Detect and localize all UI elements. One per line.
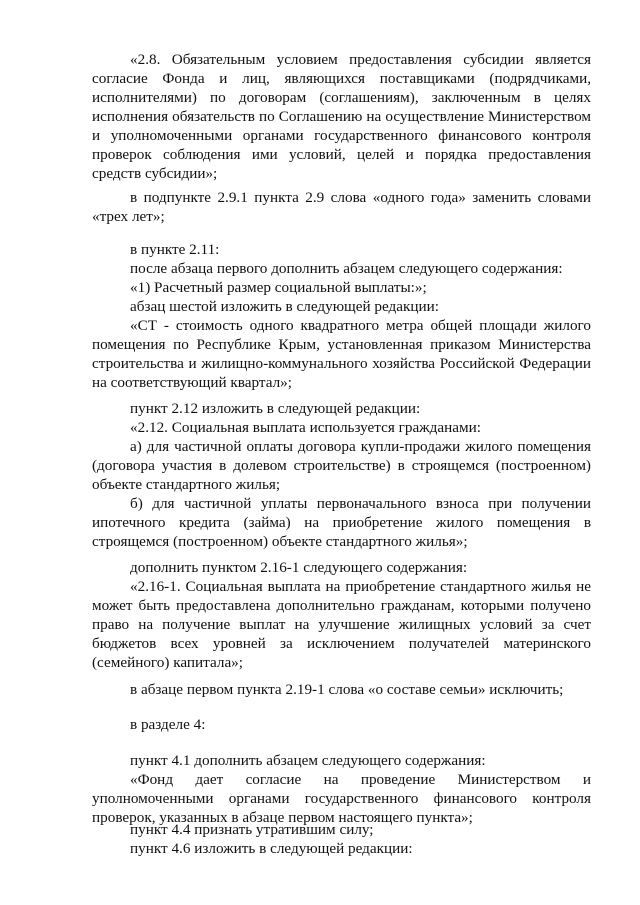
paragraph-2-16-1-heading: дополнить пунктом 2.16-1 следующего содержания: [130,559,468,576]
paragraph-2-12-heading: пункт 2.12 изложить в следующей редакции: [130,400,421,417]
paragraph-2-11-line3: абзац шестой изложить в следующей редакции: [130,298,439,315]
paragraph-2-12-intro: «2.12. Социальная выплата используется гражданами: [130,419,481,436]
paragraph-2-12-a: а) для частичной оплаты договора купли-продажи жилого помещения (договора участия в долевом строительстве) в строящемся (построенном) объекте стандартного жилья; [92,438,591,493]
paragraph-4-1-heading: пункт 4.1 дополнить абзацем следующего содержания: [130,752,486,769]
paragraph-2-11-line2: «1) Расчетный размер социальной выплаты:»; [130,279,427,296]
paragraph-2-12-b: б) для частичной уплаты первоначального взноса при получении ипотечного кредита (займа) на приобретение жилого помещения в строящемся (построенном) объекте стандартного жилья»; [92,495,591,550]
paragraph-2-16-1: «2.16-1. Социальная выплата на приобретение стандартного жилья не может быть предоставлена дополнительно гражданам, которыми получено право на получение выплат на улучшение жилищных условий за счет бюджетов всех уровней за исключением получателей материнского (семейного) капитала»; [92,578,591,671]
paragraph-2-19-1: в абзаце первом пункта 2.19-1 слова «о составе семьи» исключить; [130,681,564,698]
paragraph-4-4: пункт 4.4 признать утратившим силу; [130,821,374,838]
paragraph-2-11-line1: после абзаца первого дополнить абзацем следующего содержания: [130,260,563,277]
paragraph-section-4: в разделе 4: [130,716,206,733]
paragraph-2-8: «2.8. Обязательным условием предоставления субсидии является согласие Фонда и лиц, являющихся поставщиками (подрядчиками, исполнителями) по договорам (соглашениям), заключенным в целях исполнения обязательств по Соглашению на осуществление Министерством и уполномоченными органами государственного финансового контроля проверок соблюдения ими условий, целей и порядка предоставления средств субсидии»; [92,51,591,182]
paragraph-4-6: пункт 4.6 изложить в следующей редакции: [130,840,413,857]
paragraph-st-definition: «СТ - стоимость одного квадратного метра общей площади жилого помещения по Республике Крым, установленная приказом Министерства строительства и жилищно-коммунального хозяйства Российской Федерации на соответствующий квартал»; [92,317,591,391]
paragraph-4-1: «Фонд дает согласие на проведение Министерством и уполномоченными органами государственного финансового контроля проверок, указанных в абзаце первом настоящего пункта»; [92,771,591,826]
paragraph-2-11-heading: в пункте 2.11: [130,241,220,258]
paragraph-2-9-1: в подпункте 2.9.1 пункта 2.9 слова «одного года» заменить словами «трех лет»; [92,189,591,225]
